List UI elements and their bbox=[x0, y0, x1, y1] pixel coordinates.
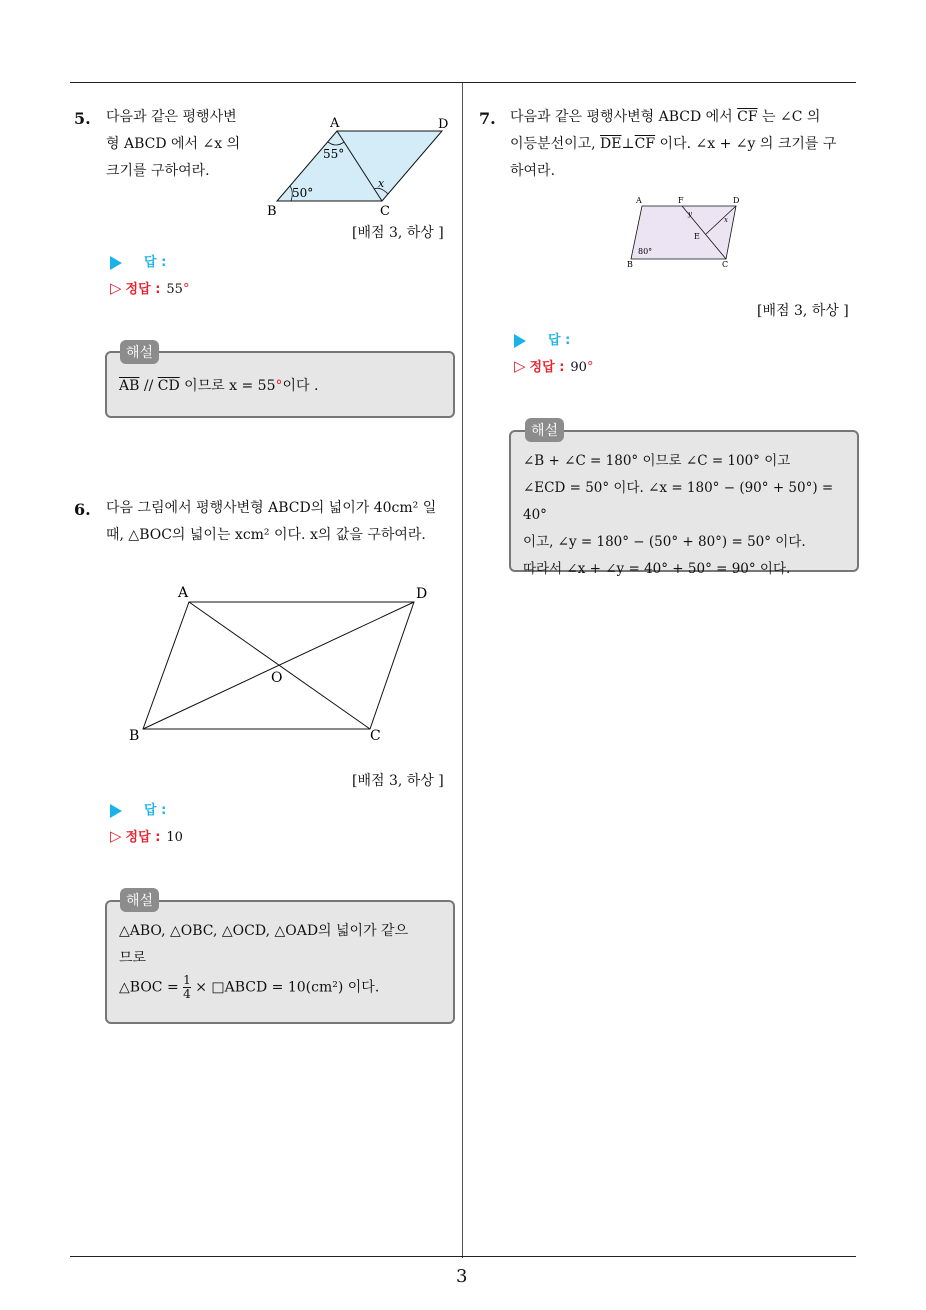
q6-figure bbox=[120, 580, 440, 750]
q5-angle-c: x bbox=[378, 177, 385, 190]
q6-fraction bbox=[183, 974, 191, 1001]
play-icon bbox=[110, 804, 122, 818]
q7-answer-label: 답 : bbox=[548, 333, 571, 348]
q7-expl-line2: ∠ECD = 50° 이다. ∠x = 180° − (90° + 50°) = 40° bbox=[523, 480, 834, 523]
q5-expl-deg: ° bbox=[275, 378, 283, 394]
q5-angle-a: 55° bbox=[323, 147, 345, 161]
q6-line1: 다음 그림에서 평행사변형 ABCD의 넓이가 40cm² 일 bbox=[106, 500, 437, 516]
q7-expl-line4: 따라서 ∠x + ∠y = 40° + 50° = 90° 이다. bbox=[523, 561, 791, 577]
q7-line1-a: 다음과 같은 평행사변형 ABCD 에서 bbox=[510, 109, 738, 125]
q7-line2-a: 이등분선이고, bbox=[510, 136, 601, 152]
q7-line2-de: $\overline{DE}$ bbox=[600, 136, 622, 152]
q5-line2: 형 ABCD 에서 ∠x 의 bbox=[106, 136, 241, 152]
q7-label-d: D bbox=[733, 196, 740, 205]
q7-angle-x: x bbox=[724, 216, 728, 224]
q5-label-c: C bbox=[380, 204, 390, 219]
q7-correct-label: 정답 : bbox=[529, 360, 565, 375]
q5-expl-ab: $\overline{AB}$ bbox=[119, 378, 140, 394]
q7-line2-cf: $\overline{CF}$ bbox=[634, 136, 656, 152]
q7-label-e: E bbox=[694, 232, 700, 241]
q5-explanation-tab: 해설 bbox=[120, 340, 159, 364]
q7-label-c: C bbox=[722, 260, 729, 269]
q7-line2 bbox=[510, 131, 860, 158]
triangle-outline-icon: ▷ bbox=[514, 357, 526, 375]
q5-label-a: A bbox=[330, 116, 340, 131]
q5-line3: 크기를 구하여라. bbox=[106, 163, 210, 179]
q7-line2-b: 이다. ∠x + ∠y 의 크기를 구 bbox=[655, 136, 837, 152]
q7-label-f: F bbox=[678, 196, 684, 205]
q6-explanation-text bbox=[119, 918, 443, 1002]
q5-explanation-text bbox=[119, 373, 443, 400]
q6-diagonal-bd bbox=[143, 602, 414, 729]
play-icon bbox=[514, 334, 526, 348]
q5-correct-unit: ° bbox=[182, 282, 190, 297]
q6-label-c: C bbox=[370, 728, 381, 744]
q6-label-a: A bbox=[178, 585, 189, 601]
q6-expl-line3 bbox=[119, 974, 443, 1002]
q6-answer-row bbox=[110, 799, 166, 818]
q7-number: 7. bbox=[479, 109, 496, 128]
q6-question bbox=[106, 495, 462, 549]
q7-expl-line3: 이고, ∠y = 180° − (50° + 80°) = 50° 이다. bbox=[523, 534, 806, 550]
q6-frac-den: 4 bbox=[183, 987, 191, 1001]
q5-correct-label: 정답 : bbox=[125, 282, 161, 297]
q7-explanation-tab: 해설 bbox=[525, 418, 564, 442]
q6-correct-value: 10 bbox=[166, 830, 183, 845]
q7-figure bbox=[620, 192, 750, 272]
q6-correct-label: 정답 : bbox=[125, 830, 161, 845]
play-icon bbox=[110, 256, 122, 270]
q6-number: 6. bbox=[74, 500, 91, 519]
q5-correct-row bbox=[110, 278, 189, 297]
q5-answer-label: 답 : bbox=[144, 255, 167, 270]
q6-explanation-box bbox=[105, 900, 455, 1024]
q5-label-d: D bbox=[438, 117, 449, 132]
q7-label-a: A bbox=[636, 196, 642, 205]
q7-explanation-box bbox=[509, 430, 859, 577]
column-divider bbox=[462, 83, 463, 1258]
q7-correct-row bbox=[514, 356, 593, 375]
q6-line2: 때, △BOC의 넓이는 xcm² 이다. x의 값을 구하여라. bbox=[106, 527, 426, 543]
triangle-outline-icon: ▷ bbox=[110, 279, 122, 297]
q7-label-b: B bbox=[627, 260, 633, 269]
q5-answer-row bbox=[110, 251, 166, 270]
q5-figure bbox=[262, 112, 462, 222]
q6-expl-line3-post: × □ABCD = 10(cm²) 이다. bbox=[190, 979, 380, 996]
q7-explanation-text bbox=[523, 448, 847, 583]
q6-correct-row bbox=[110, 826, 183, 845]
q6-expl-line2: 므로 bbox=[119, 950, 147, 966]
q6-score: [배점 3, 하상 ] bbox=[352, 773, 444, 789]
q7-angle-b: 80° bbox=[638, 247, 653, 256]
q7-correct-value: 90 bbox=[570, 360, 587, 375]
q5-expl-end: 이다 . bbox=[282, 378, 319, 394]
q7-answer-row bbox=[514, 329, 570, 348]
q5-score: [배점 3, 하상 ] bbox=[352, 225, 444, 241]
q7-line1-b: 는 ∠C 의 bbox=[757, 109, 821, 125]
bottom-rule bbox=[70, 1256, 856, 1257]
q7-line3: 하여라. bbox=[510, 163, 556, 179]
q6-expl-line1: △ABO, △OBC, △OCD, △OAD의 넓이가 같으 bbox=[119, 923, 409, 939]
q7-expl-line1: ∠B + ∠C = 180° 이므로 ∠C = 100° 이고 bbox=[523, 453, 791, 469]
q7-question bbox=[510, 104, 860, 185]
q5-expl-parallel: // bbox=[139, 378, 158, 394]
page-number: 3 bbox=[456, 1266, 468, 1287]
q5-expl-cd: $\overline{CD}$ bbox=[157, 378, 180, 394]
top-rule bbox=[70, 82, 856, 83]
q7-score: [배점 3, 하상 ] bbox=[757, 303, 849, 319]
triangle-outline-icon: ▷ bbox=[110, 827, 122, 845]
q5-label-b: B bbox=[267, 204, 277, 219]
q5-question bbox=[106, 104, 266, 185]
q6-answer-label: 답 : bbox=[144, 803, 167, 818]
q5-expl-mid: 이므로 x = 55 bbox=[179, 378, 276, 394]
q6-expl-line3-pre: △BOC = bbox=[119, 979, 184, 996]
q5-line1: 다음과 같은 평행사변 bbox=[106, 109, 237, 125]
q6-label-o: O bbox=[271, 670, 283, 686]
q5-correct-value: 55 bbox=[166, 282, 183, 297]
q5-number: 5. bbox=[74, 109, 91, 128]
q7-angle-y: y bbox=[688, 210, 692, 218]
q6-frac-num: 1 bbox=[183, 973, 191, 987]
q6-label-b: B bbox=[129, 728, 140, 744]
q7-correct-unit: ° bbox=[586, 360, 594, 375]
q7-line1-cf: $\overline{CF}$ bbox=[737, 109, 758, 125]
q5-angle-b: 50° bbox=[292, 186, 314, 200]
q7-line2-perp: ⊥ bbox=[621, 136, 635, 152]
q6-explanation-tab: 해설 bbox=[120, 888, 159, 912]
q6-label-d: D bbox=[416, 586, 428, 602]
q7-line1 bbox=[510, 104, 860, 131]
